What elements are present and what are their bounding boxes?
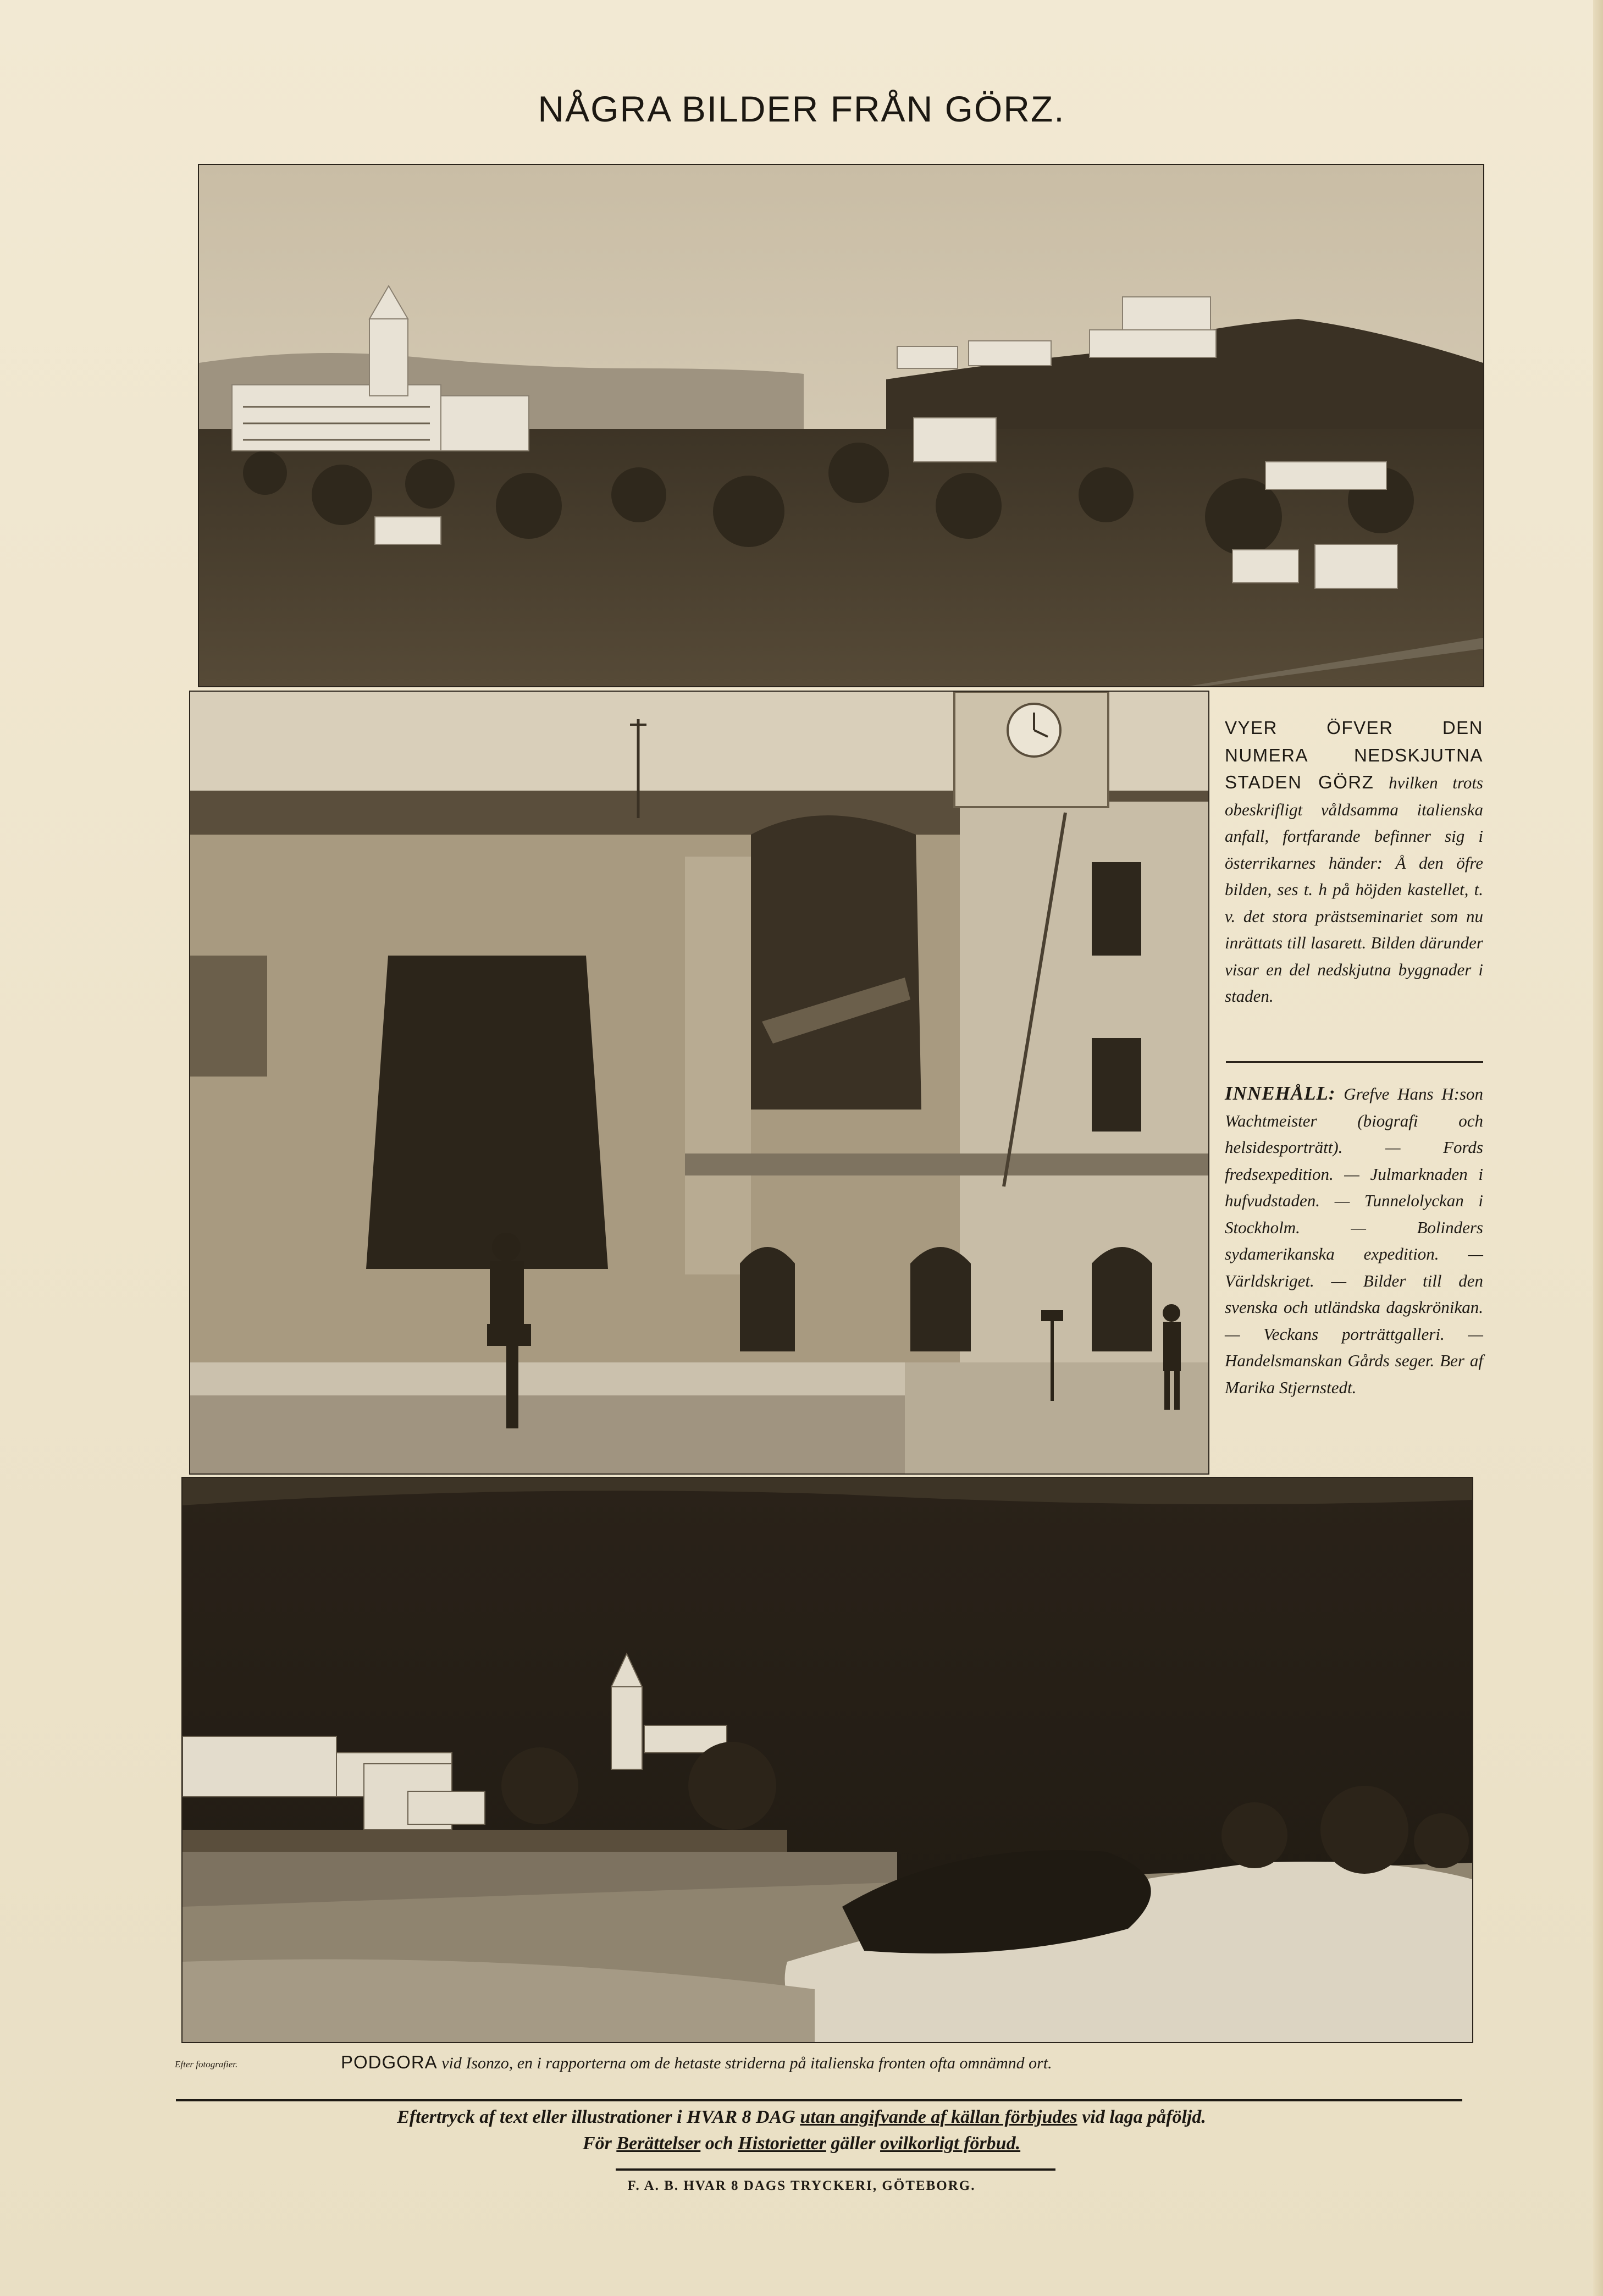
notice-2e: gäller bbox=[831, 2133, 876, 2154]
copyright-notice-line-1 bbox=[0, 2107, 1603, 2128]
printer-rule bbox=[616, 2168, 1055, 2171]
notice-1a: Eftertryck af text eller illustrationer i HVAR 8 DAG bbox=[397, 2107, 795, 2127]
notice-2f: ovilkorligt förbud. bbox=[880, 2133, 1021, 2154]
side-caption-body: hvilken trots obeskrifligt våldsamma italienska anfall, fortfarande befinner sig i österrikarnes händer: Å den öfre bilden, ses t. h på höjden kastellet, t. v. det stora prästseminariet som nu inrättats till lasarett. Bilden därunder visar en del nedskjutna byggnader i staden. bbox=[1225, 773, 1483, 1006]
photo-podgora bbox=[183, 1478, 1472, 2042]
footer-rule bbox=[176, 2099, 1462, 2101]
bottom-caption bbox=[341, 2052, 1369, 2073]
bottom-caption-rest: vid Isonzo, en i rapporterna om de hetaste striderna på italienska fronten ofta omnämnd ort. bbox=[441, 2054, 1052, 2072]
photo-panorama bbox=[199, 165, 1483, 686]
side-caption bbox=[1225, 715, 1483, 1010]
bottom-caption-lead: PODGORA bbox=[341, 2052, 438, 2072]
side-caption-lead: VYER ÖFVER DEN NUMERA NEDSKJUTNA STADEN GÖRZ bbox=[1225, 718, 1483, 792]
page-edge bbox=[1593, 0, 1603, 2296]
photo-podgora-image bbox=[183, 1478, 1472, 2042]
caption-divider bbox=[1226, 1061, 1483, 1063]
printer-imprint: F. A. B. HVAR 8 DAGS TRYCKERI, GÖTEBORG. bbox=[627, 2178, 976, 2193]
notice-2b: Berättelser bbox=[616, 2133, 701, 2154]
photo-ruins bbox=[190, 692, 1208, 1473]
notice-1b: utan angifvande af källan förbjudes bbox=[800, 2107, 1077, 2127]
notice-2d: Historietter bbox=[738, 2133, 826, 2154]
notice-1c: vid laga påföljd. bbox=[1082, 2107, 1206, 2127]
contents-block bbox=[1225, 1080, 1483, 1401]
copyright-notice-line-2 bbox=[0, 2133, 1603, 2154]
photo-credit: Efter fotografier. bbox=[175, 2059, 238, 2069]
contents-text: Grefve Hans H:son Wachtmeister (biografi och helsidesporträtt). — Fords fredsexpedition. — Julmarknaden i hufvudstaden. — Tunnelolyckan i Stockholm. — Bolinders sydamerikanska expedition. — Världskriget. — Bilder till den svenska och utländska dagskrönikan. — Veckans porträttgalleri. — Handelsmanskan Gårds seger. Ber af Marika Stjernstedt. bbox=[1225, 1084, 1484, 1397]
notice-2a: För bbox=[582, 2133, 612, 2154]
contents-heading: INNEHÅLL: bbox=[1225, 1083, 1336, 1104]
photo-ruins-image bbox=[190, 692, 1208, 1473]
page-title: NÅGRA BILDER FRÅN GÖRZ. bbox=[538, 89, 1065, 129]
photo-panorama-image bbox=[199, 165, 1483, 686]
notice-2c: och bbox=[705, 2133, 733, 2154]
